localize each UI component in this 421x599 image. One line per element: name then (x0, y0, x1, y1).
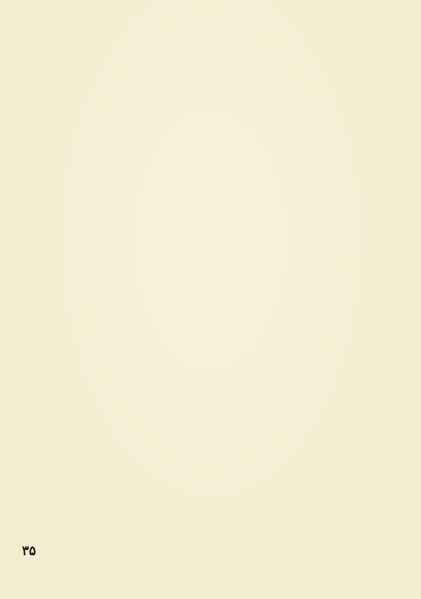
text-section (28, 58, 399, 73)
paragraph (28, 93, 399, 108)
page-text-body (28, 8, 399, 210)
paragraph (28, 108, 399, 123)
paragraph (28, 181, 399, 196)
text-section (28, 78, 399, 209)
paragraph (28, 166, 399, 181)
paragraph (28, 195, 399, 210)
page-number: ۳۵ (22, 544, 36, 559)
paragraph (28, 122, 399, 137)
paragraph (28, 78, 399, 93)
paragraph (28, 58, 399, 73)
text-section (28, 8, 399, 52)
paragraph (28, 37, 399, 52)
paragraph (28, 8, 399, 23)
paragraph (28, 151, 399, 166)
paragraph (28, 23, 399, 38)
paragraph (28, 137, 399, 152)
